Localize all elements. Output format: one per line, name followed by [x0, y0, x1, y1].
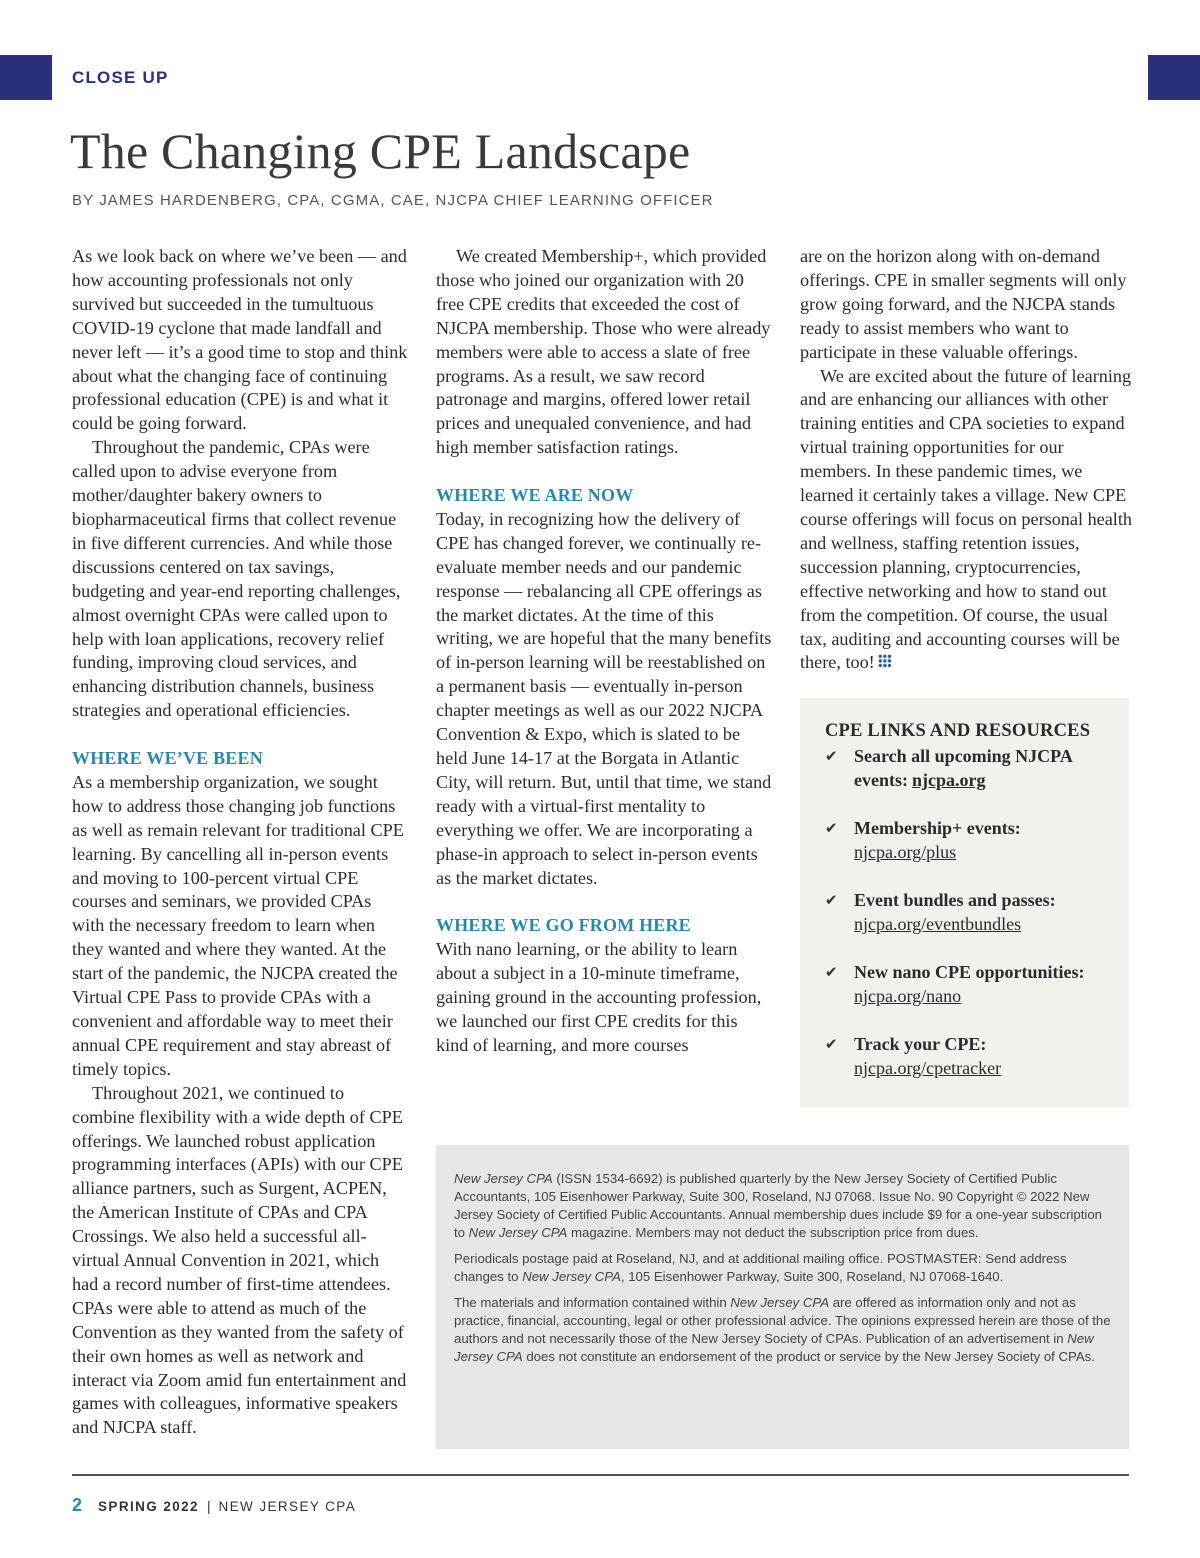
checkmark-icon: ✔	[825, 819, 838, 837]
been-paragraph-2: Throughout 2021, we continued to combine flexibility with a wide depth of CPE offerings. We launched robust application programming interfaces (APIs) with our CPE alliance partners, such as Surgent, ACPEN, the American Institute of CPAs and CPA Crossings. We also held a successful all-virtual Annual Convention in 2021, which had a record number of first-time attendees. CPAs were able to attend as much of the Convention as they wanted from the safety of their own homes as well as network and interact via Zoom amid fun entertainment and games with colleagues, informative speakers and NJCPA staff.	[72, 1082, 407, 1438]
checkmark-icon: ✔	[825, 747, 838, 765]
here-paragraph-2	[800, 365, 1136, 676]
publication-text: does not constitute an endorsement of the product or service by the New Jersey Society of CPAs.	[522, 1349, 1095, 1364]
magazine-label: NEW JERSEY CPA	[218, 1499, 357, 1514]
here-paragraph-1-continued: are on the horizon along with on-demand offerings. CPE in smaller segments will only grow going forward, and the NJCPA stands ready to assist members who want to participate in these valuable offerings.	[800, 246, 1127, 362]
magazine-name: New Jersey CPA	[468, 1225, 568, 1240]
resource-label: Track your CPE:	[854, 1034, 987, 1054]
corner-block-left	[0, 55, 52, 100]
article-column-1	[72, 245, 408, 1440]
magazine-name: New Jersey CPA	[522, 1269, 621, 1284]
corner-block-right	[1148, 55, 1200, 100]
checkmark-icon: ✔	[825, 1035, 838, 1053]
resource-link-plus[interactable]: njcpa.org/plus	[854, 841, 957, 862]
checkmark-icon: ✔	[825, 891, 838, 909]
publication-text: (ISSN 1534-6692) is published quarterly by the New Jersey Society of Certified Public Accountants, 105 Eisenhower Parkway, Suite 300, Roseland, NJ 07068. Issue No. 90 Copyright © 2022 New Jersey Society of Certified Public Accountants. Annual membership dues include $9 for a one-year subscription to	[454, 1171, 1103, 1240]
heading-where-we-go-from-here: WHERE WE GO FROM HERE	[436, 915, 691, 936]
publication-text: magazine. Members may not deduct the subscription price from dues.	[567, 1225, 979, 1240]
resource-item	[825, 961, 1115, 1009]
end-mark-icon	[878, 654, 892, 668]
publication-text: are offered as information only and not as practice, financial, accounting, legal or other professional advice. The opinions expressed herein are those of the authors and not necessarily those of the New Jersey Society of CPAs. Publication of an advertisement in	[454, 1295, 1111, 1346]
article-column-2	[436, 245, 772, 1058]
resource-label: Search all upcoming NJCPA events: njcpa.org	[854, 746, 1072, 790]
byline: BY JAMES HARDENBERG, CPA, CGMA, CAE, NJCPA CHIEF LEARNING OFFICER	[72, 192, 714, 209]
magazine-name: New Jersey CPA	[454, 1171, 553, 1186]
intro-paragraph-2: Throughout the pandemic, CPAs were called upon to advise everyone from mother/daughter bakery owners to biopharmaceutical firms that collect revenue in five different currencies. And while those discussions centered on tax savings, budgeting and year-end reporting challenges, almost overnight CPAs were called upon to help with loan applications, recovery relief funding, improving cloud services, and enhancing distribution channels, business strategies and operational efficiencies.	[72, 437, 401, 721]
cpe-resources-box	[800, 698, 1129, 1107]
resource-item	[825, 817, 1115, 865]
now-paragraph-1: Today, in recognizing how the delivery of CPE has changed forever, we continually re-evaluate member needs and our pandemic response — rebalancing all CPE offerings as the market dictates. At the time of this writing, we are hopeful that the many benefits of in-person learning will be reestablished on a permanent basis — eventually in-person chapter meetings as well as our 2022 NJCPA Convention & Expo, which is slated to be held June 14-17 at the Borgata in Atlantic City, will return. But, until that time, we stand ready with a virtual-first mentality to everything we offer. We are incorporating a phase-in approach to select in-person events as the market dictates.	[436, 508, 772, 888]
publication-info-box	[436, 1145, 1129, 1449]
footer-rule	[72, 1474, 1129, 1476]
heading-where-weve-been: WHERE WE’VE BEEN	[72, 748, 263, 769]
issue-label: SPRING 2022	[98, 1499, 199, 1514]
publication-paragraph-3	[454, 1294, 1114, 1366]
footer-separator: |	[206, 1499, 211, 1514]
section-label: CLOSE UP	[72, 68, 169, 87]
page-number: 2	[72, 1495, 83, 1515]
resource-item	[825, 889, 1115, 937]
resources-heading: CPE LINKS AND RESOURCES	[825, 721, 1091, 741]
here-paragraph-1: With nano learning, or the ability to learn about a subject in a 10-minute timeframe, gaining ground in the accounting profession, we launched our first CPE credits for this kind of learning, and more courses	[436, 939, 762, 1055]
resource-item	[825, 1033, 1115, 1081]
publication-paragraph-1	[454, 1170, 1114, 1242]
been-paragraph-3: We created Membership+, which provided those who joined our organization with 20 free CPE credits that exceeded the cost of NJCPA membership. Those who were already members were able to access a slate of free programs. As a result, we saw record patronage and margins, offered lower retail prices and unequaled convenience, and had high member satisfaction ratings.	[436, 246, 771, 458]
resource-item	[825, 745, 1115, 793]
here-paragraph-2-text: We are excited about the future of learning and are enhancing our alliances with other training entities and CPA societies to expand virtual training opportunities for our members. In these pandemic times, we learned it certainly takes a village. New CPE course offerings will focus on personal health and wellness, staffing retention issues, succession planning, cryptocurrencies, effective networking and how to stand out from the competition. Of course, the usual tax, auditing and accounting courses will be there, too!	[800, 365, 1133, 673]
article-column-3	[800, 245, 1136, 675]
resource-link-njcpa[interactable]: njcpa.org	[911, 769, 986, 790]
checkmark-icon: ✔	[825, 963, 838, 981]
publication-paragraph-2	[454, 1250, 1114, 1286]
publication-text: The materials and information contained within	[454, 1295, 731, 1310]
resource-link-cpetracker[interactable]: njcpa.org/cpetracker	[854, 1057, 1002, 1078]
publication-text: Periodicals postage paid at Roseland, NJ, and at additional mailing office. POSTMASTER: Send address changes to	[454, 1251, 1067, 1284]
magazine-name: New Jersey CPA	[730, 1295, 830, 1310]
resource-label: New nano CPE opportunities:	[854, 962, 1085, 982]
resource-label: Membership+ events:	[854, 818, 1021, 838]
been-paragraph-1: As a membership organization, we sought how to address those changing job functions as well as remain relevant for traditional CPE learning. By cancelling all in-person events and moving to 100-percent virtual CPE courses and seminars, we provided CPAs with the necessary freedom to learn when they wanted and where they wanted. At the start of the pandemic, the NJCPA created the Virtual CPE Pass to provide CPAs with a convenient and affordable way to meet their annual CPE requirement and stay abreast of timely topics.	[72, 771, 404, 1079]
heading-where-we-are-now: WHERE WE ARE NOW	[436, 485, 634, 506]
resource-link-eventbundles[interactable]: njcpa.org/eventbundles	[854, 913, 1022, 934]
article-title: The Changing CPE Landscape	[70, 123, 691, 179]
resource-link-nano[interactable]: njcpa.org/nano	[854, 985, 962, 1006]
resource-label: Event bundles and passes:	[854, 890, 1056, 910]
intro-paragraph-1: As we look back on where we’ve been — and how accounting professionals not only survived but succeeded in the tumultuous COVID-19 cyclone that made landfall and never left — it’s a good time to stop and think about what the changing face of continuing professional education (CPE) is and what it could be going forward.	[72, 246, 408, 434]
page-footer	[72, 1495, 356, 1516]
publication-text: , 105 Eisenhower Parkway, Suite 300, Roseland, NJ 07068-1640.	[620, 1269, 1004, 1284]
magazine-name: New Jersey CPA	[454, 1331, 1094, 1364]
